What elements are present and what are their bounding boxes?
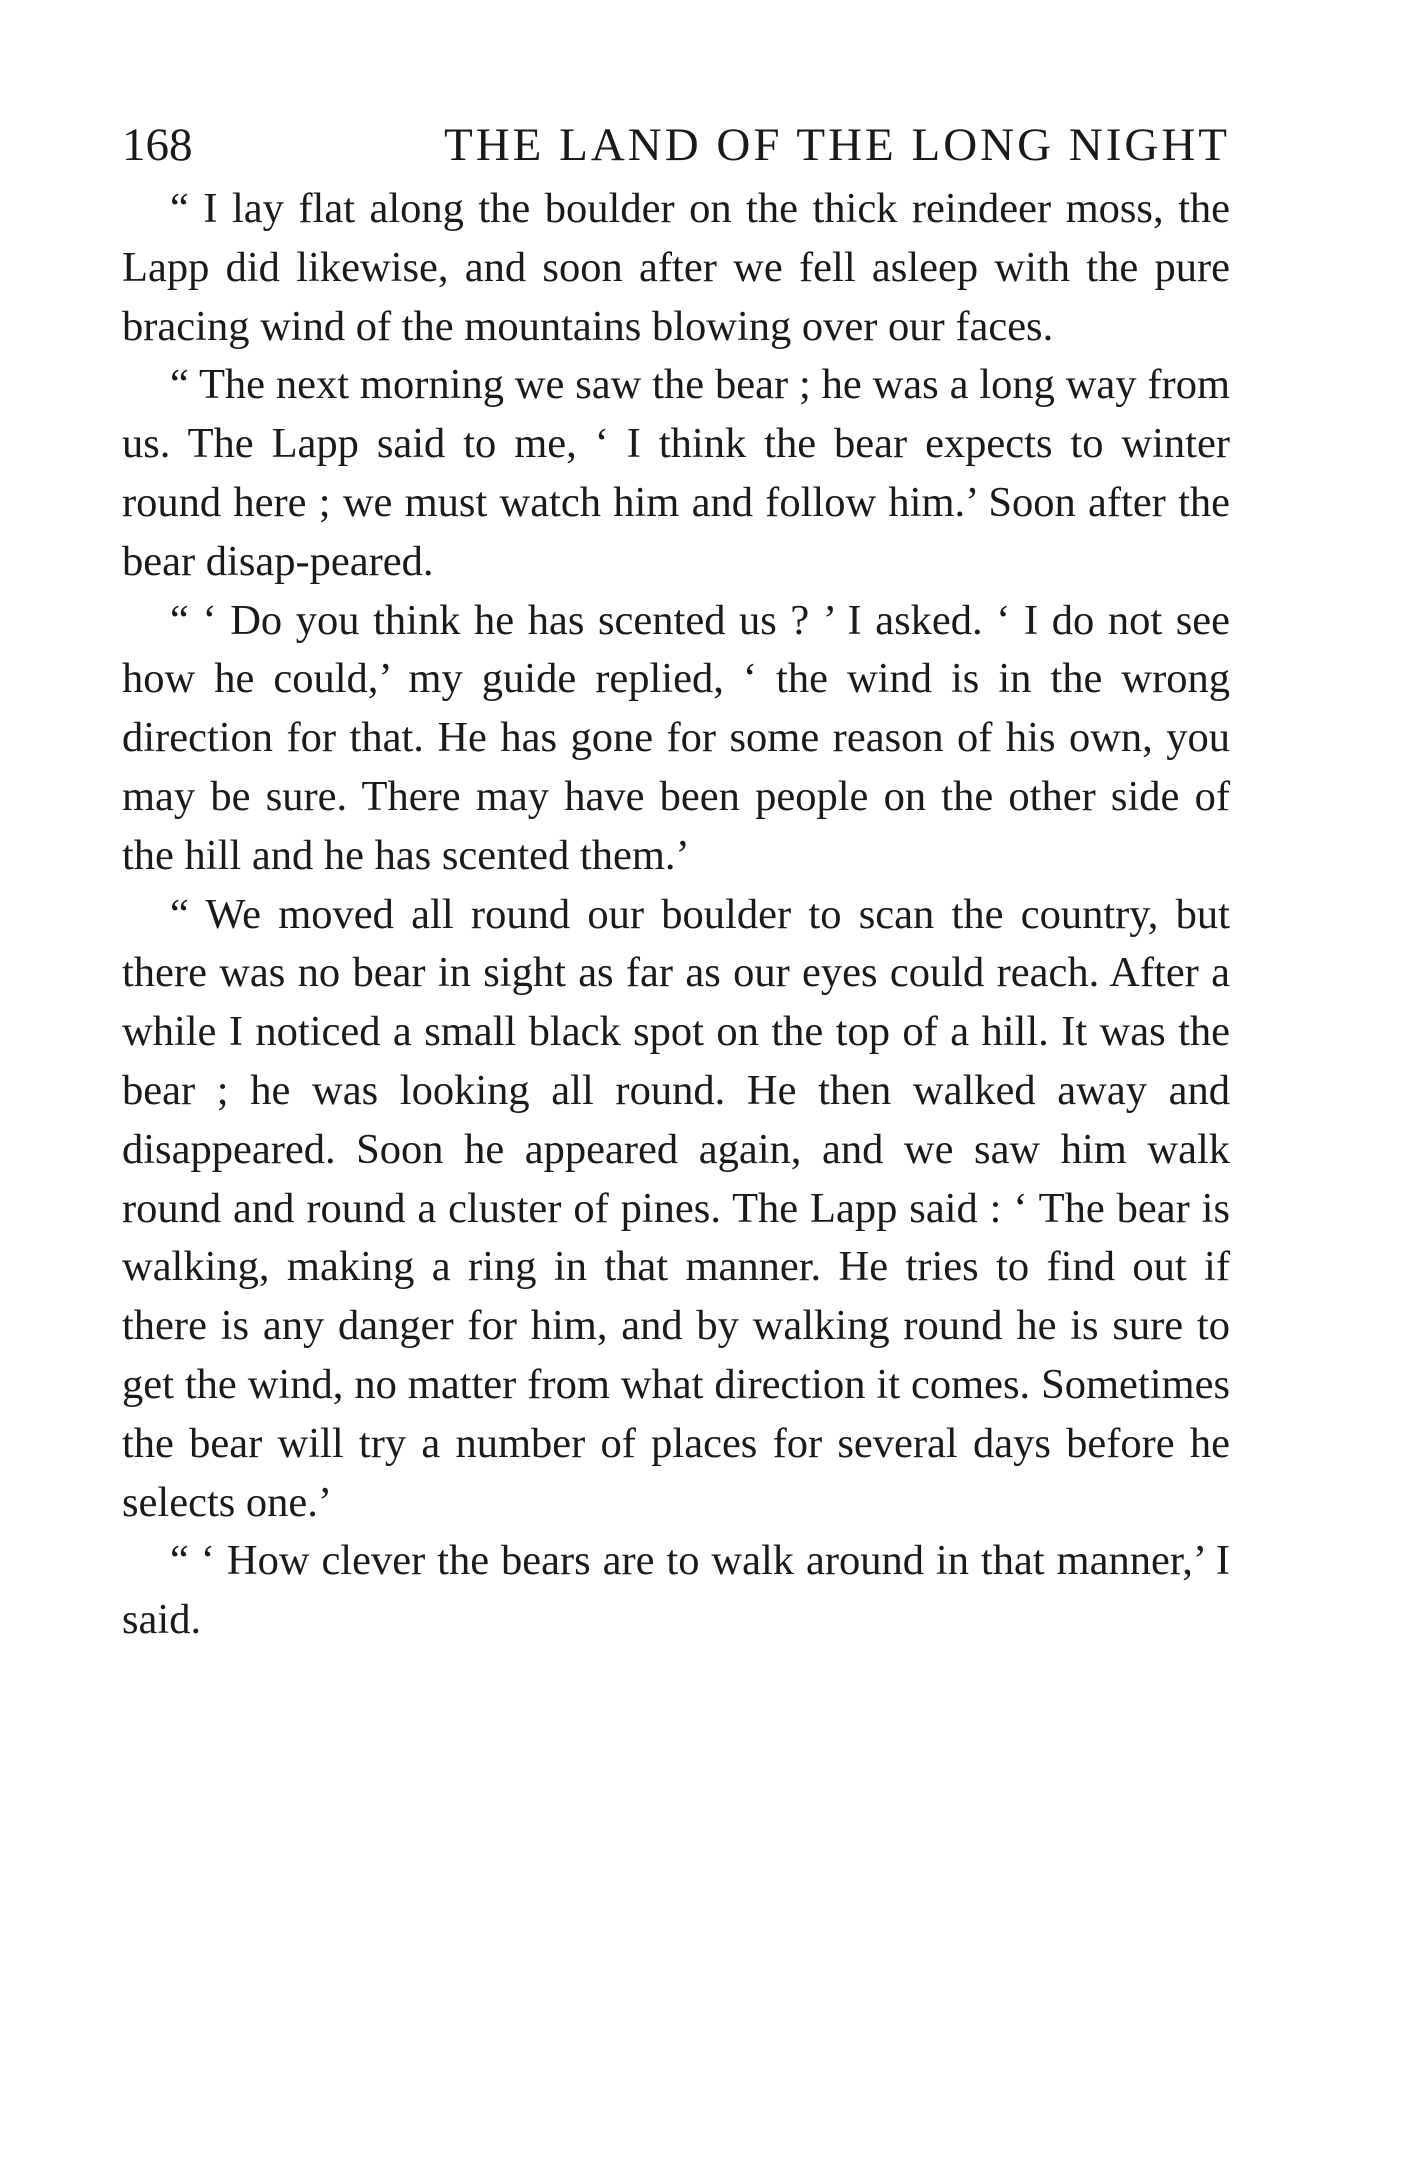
running-head xyxy=(122,110,1230,180)
paragraph: “ The next morning we saw the bear ; he was a long way from us. The Lapp said to me, ‘ I think the bear expects to winter round here ; we must watch him and follow him.’ Soon after the bear disap-peared. xyxy=(122,361,1230,585)
paragraph: “ I lay flat along the boulder on the thick reindeer moss, the Lapp did likewise, and soon after we fell asleep with the pure bracing wind of the mountains blowing over our faces. xyxy=(122,185,1230,350)
paragraph: “ ‘ Do you think he has scented us ? ’ I asked. ‘ I do not see how he could,’ my guide replied, ‘ the wind is in the wrong direction for that. He has gone for some reason of his own, you may be sure. There may have been people on the other side of the hill and he has scented them.’ xyxy=(122,596,1230,879)
body-text xyxy=(122,180,1230,1650)
page-number: 168 xyxy=(122,119,193,171)
paragraph: “ ‘ How clever the bears are to walk around in that manner,’ I said. xyxy=(122,1537,1230,1644)
book-title: THE LAND OF THE LONG NIGHT xyxy=(444,119,1230,171)
paragraph: “ We moved all round our boulder to scan the country, but there was no bear in sight as far as our eyes could reach. After a while I noticed a small black spot on the top of a hill. It was the bear ; he was looking all round. He then walked away and disappeared. Soon he appeared again, and we saw him walk round and round a cluster of pines. The Lapp said : ‘ The bear is walking, making a ring in that manner. He tries to find out if there is any danger for him, and by walking round he is sure to get the wind, no matter from what direction it comes. Sometimes the bear will try a number of places for several days before he selects one.’ xyxy=(122,890,1230,1526)
book-page xyxy=(122,110,1230,1650)
